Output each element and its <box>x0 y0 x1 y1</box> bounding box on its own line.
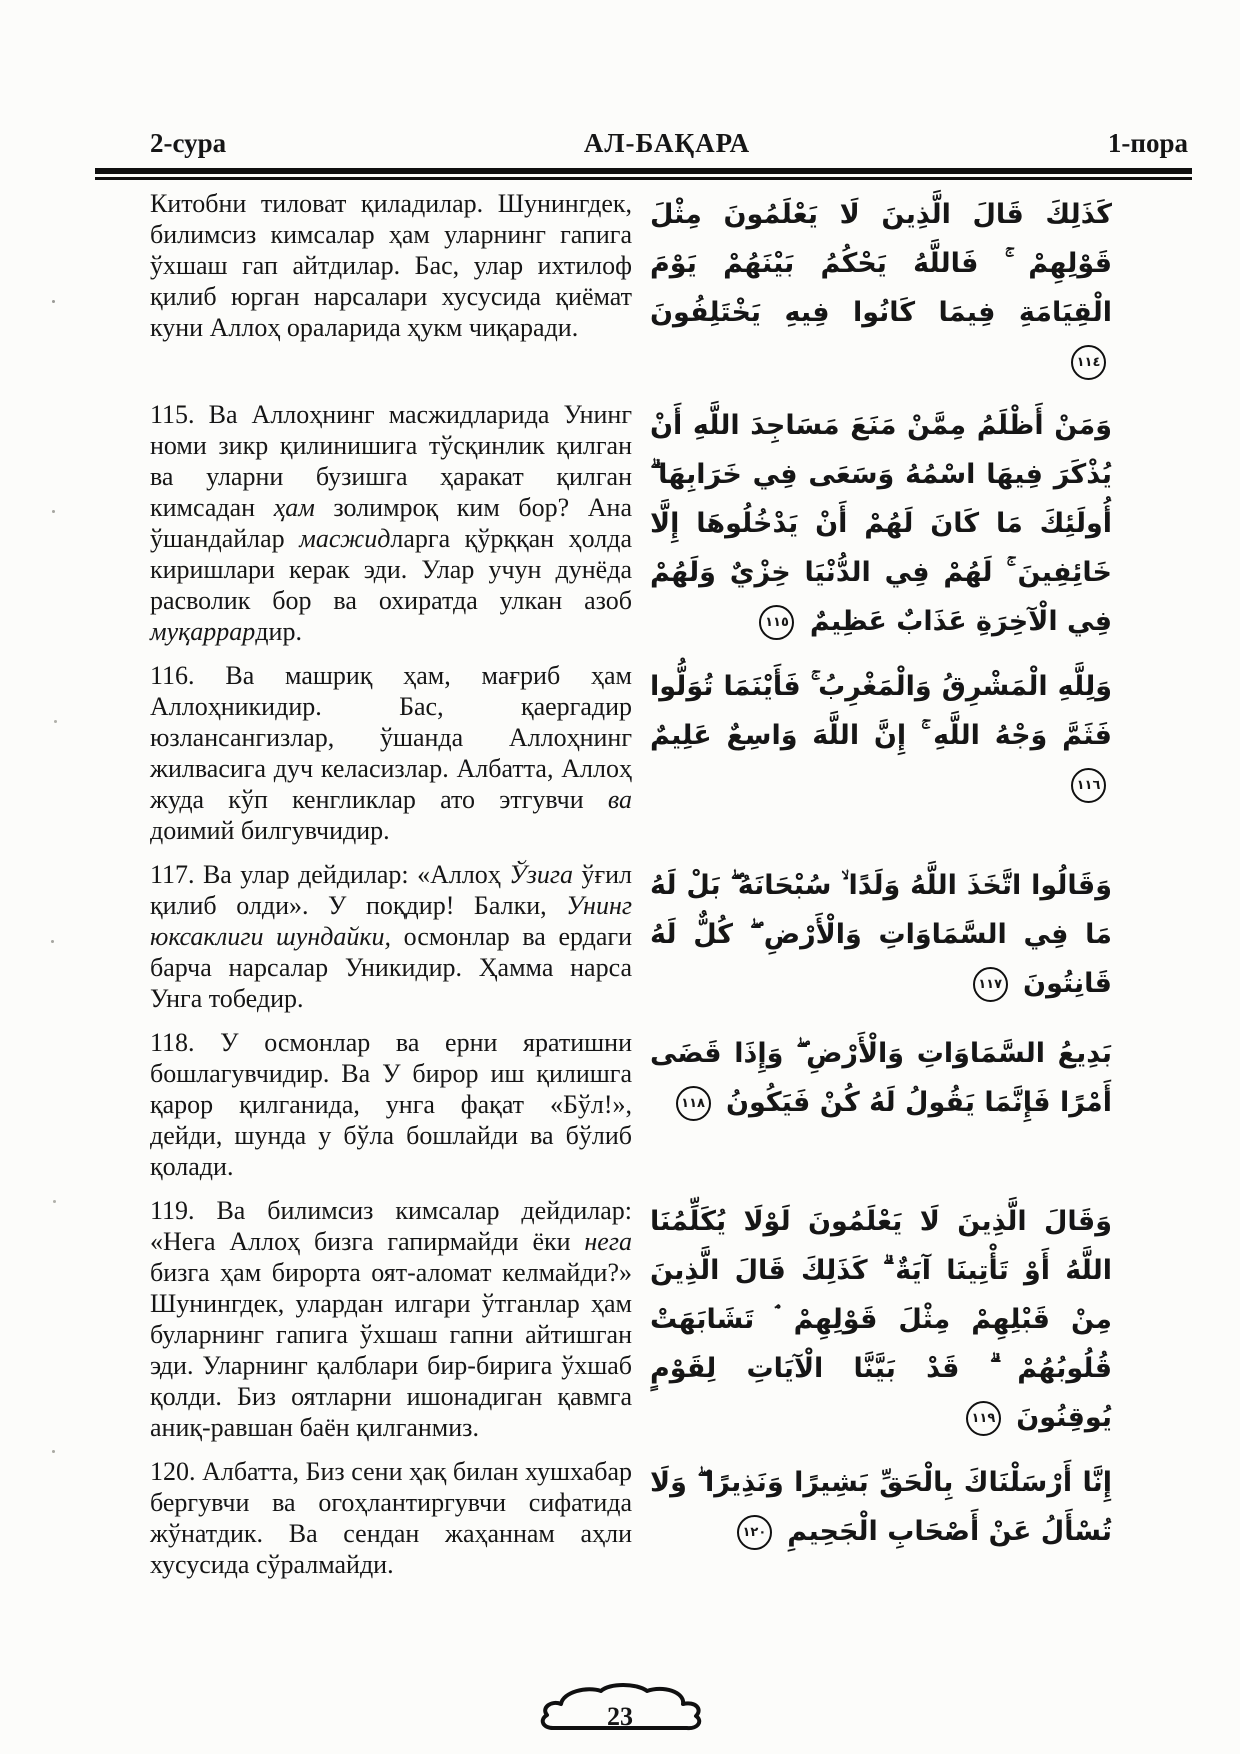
verse-number-marker: ١١٤ <box>1071 345 1106 380</box>
translation-text-segment: 120. Албатта, Биз сени ҳақ билан хушхабар бергувчи ва огоҳлантиргувчи сифатида жўнатдик. Ва сендан жаҳаннам аҳли хусусида сўралмайди. <box>150 1457 632 1579</box>
translation-paragraph <box>150 859 632 1014</box>
content-area <box>150 188 1112 1593</box>
surah-title: АЛ-БАҚАРА <box>583 128 751 158</box>
verse-number-marker: ١١٩ <box>966 1401 1001 1436</box>
juz-number-label: 1-пора <box>1107 128 1188 158</box>
verse-number-marker: ١١٦ <box>1071 768 1106 803</box>
arabic-verse-text: وَمَنْ أَظْلَمُ مِمَّنْ مَنَعَ مَسَاجِدَ اللَّهِ أَنْ يُذْكَرَ فِيهَا اسْمُهُ وَسَعَى فِي خَرَابِهَا ۗ أُولَئِكَ مَا كَانَ لَهُمْ أَنْ يَدْخُلُوهَا إِلَّا خَائِفِينَ ۚ لَهُمْ فِي الدُّنْيَا خِزْيٌ وَلَهُمْ فِي الْآخِرَةِ عَذَابٌ عَظِيمٌ ١١٥ <box>650 399 1112 646</box>
translation-text-segment: Китобни тиловат қиладилар. Шунингдек, билимсиз кимсалар ҳам уларнинг гапига ўхшаш гап айтдилар. Бас, улар ихтилоф қилиб юрган нарсалари хусусида қиёмат куни Аллоҳ ораларида ҳукм чиқаради. <box>150 189 632 342</box>
translation-emphasis-segment: муқаррар <box>150 617 256 646</box>
page-header <box>95 128 1192 165</box>
verse-number-marker: ١١٧ <box>973 967 1008 1002</box>
translation-text-segment: ларга қўрққан ҳолда киришлари керак эди. Улар учун дунёда расволик бор ва охиратда улкан азоб <box>150 524 633 615</box>
translation-text-segment: 118. У осмонлар ва ерни яратишни бошлагувчидир. Ва У бирор иш қилишга қарор қилганида, унга фақат «Бўл!», дейди, шунда у бўла бошлайди ва бўлиб қолади. <box>150 1028 632 1181</box>
translation-emphasis-segment: Унинг юксаклиги шундайки, <box>150 891 632 951</box>
arabic-verse-text: وَلِلَّهِ الْمَشْرِقُ وَالْمَغْرِبُ ۚ فَأَيْنَمَا تُوَلُّوا فَثَمَّ وَجْهُ اللَّهِ ۚ إِنَّ اللَّهَ وَاسِعٌ عَلِيمٌ ١١٦ <box>650 660 1112 809</box>
translation-text-segment: 119. Ва билимсиз кимсалар дейдилар: «Нега Аллоҳ бизга гапирмайди ёки <box>150 1196 632 1256</box>
verse-row <box>150 1195 1112 1443</box>
verse-number-marker: ١١٥ <box>759 605 794 640</box>
arabic-verse-text: وَقَالَ الَّذِينَ لَا يَعْلَمُونَ لَوْلَا يُكَلِّمُنَا اللَّهُ أَوْ تَأْتِينَا آيَةٌ ۗ كَذَلِكَ قَالَ الَّذِينَ مِنْ قَبْلِهِمْ مِثْلَ قَوْلِهِمْ ۘ تَشَابَهَتْ قُلُوبُهُمْ ۗ قَدْ بَيَّنَّا الْآيَاتِ لِقَوْمٍ يُوقِنُونَ ١١٩ <box>650 1195 1112 1442</box>
translation-emphasis-segment: Ўзига <box>509 860 574 889</box>
translation-text-segment: золимроқ ким бор? Ана ўшандайлар <box>150 493 632 553</box>
translation-paragraph <box>150 399 632 647</box>
translation-paragraph <box>150 660 632 846</box>
verse-row <box>150 399 1112 647</box>
surah-number-label: 2-сура <box>150 128 227 158</box>
translation-emphasis-segment: ва <box>607 785 632 814</box>
header-divider-rule <box>95 168 1192 180</box>
verse-row <box>150 188 1112 386</box>
translation-text-segment: 115. Ва Аллоҳнинг масжидларида Унинг номи зикр қилинишига тўсқинлик қилган ва уларни бузишга ҳаракат қилган кимсадан <box>150 400 632 522</box>
arabic-verse-text: إِنَّا أَرْسَلْنَاكَ بِالْحَقِّ بَشِيرًا وَنَذِيرًا ۖ وَلَا تُسْأَلُ عَنْ أَصْحَابِ الْجَحِيمِ ١٢٠ <box>650 1456 1112 1556</box>
verse-row <box>150 660 1112 846</box>
page-number: 23 <box>607 1702 633 1731</box>
verse-number-marker: ١١٨ <box>676 1086 711 1121</box>
page-footer <box>0 1682 1240 1740</box>
arabic-verse-text: بَدِيعُ السَّمَاوَاتِ وَالْأَرْضِ ۖ وَإِذَا قَضَى أَمْرًا فَإِنَّمَا يَقُولُ لَهُ كُنْ فَيَكُونُ ١١٨ <box>650 1027 1112 1127</box>
verse-row <box>150 1027 1112 1182</box>
translation-text-segment: ўғил қилиб олди». У поқдир! Балки, <box>150 860 632 920</box>
verse-number-marker: ١٢٠ <box>737 1515 772 1550</box>
translation-text-segment: доимий билгувчидир. <box>150 816 390 845</box>
arabic-verse-text: كَذَلِكَ قَالَ الَّذِينَ لَا يَعْلَمُونَ مِثْلَ قَوْلِهِمْ ۚ فَاللَّهُ يَحْكُمُ بَيْنَهُمْ يَوْمَ الْقِيَامَةِ فِيمَا كَانُوا فِيهِ يَخْتَلِفُونَ ١١٤ <box>650 188 1112 386</box>
translation-text-segment: дир. <box>255 617 302 646</box>
translation-text-segment: 116. Ва машриқ ҳам, мағриб ҳам Аллоҳникидир. Бас, қаергадир юзлансангизлар, ўшанда Аллоҳнинг жилвасига дуч келасизлар. Албатта, Аллоҳ жуда кўп кенгликлар ато этгувчи <box>150 661 632 814</box>
translation-emphasis-segment: ҳам <box>273 493 315 522</box>
verse-row <box>150 859 1112 1014</box>
arabic-verse-text: وَقَالُوا اتَّخَذَ اللَّهُ وَلَدًا ۙ سُبْحَانَهُ ۖ بَلْ لَهُ مَا فِي السَّمَاوَاتِ وَالْأَرْضِ ۖ كُلٌّ لَهُ قَانِتُونَ ١١٧ <box>650 859 1112 1008</box>
page-number-ornament <box>535 1682 705 1740</box>
translation-emphasis-segment: нега <box>584 1227 632 1256</box>
translation-paragraph <box>150 188 632 343</box>
verse-row <box>150 1456 1112 1580</box>
translation-text-segment: осмонлар ва ердаги барча нарсалар Уникидир. Ҳамма нарса Унга тобедир. <box>150 922 632 1013</box>
translation-paragraph <box>150 1027 632 1182</box>
translation-paragraph <box>150 1195 632 1443</box>
translation-text-segment: 117. Ва улар дейдилар: «Аллоҳ <box>150 860 510 889</box>
translation-emphasis-segment: масжид <box>299 524 391 553</box>
translation-paragraph <box>150 1456 632 1580</box>
translation-text-segment: бизга ҳам бирорта оят-аломат келмайди?» Шунингдек, улардан илгари ўтганлар ҳам буларнинг гапига ўхшаш гапни айтишган эди. Уларнинг қалблари бир-бирига ўхшаб қолди. Биз оятларни ишонадиган қавмга аниқ-равшан баён қилганмиз. <box>150 1258 632 1442</box>
